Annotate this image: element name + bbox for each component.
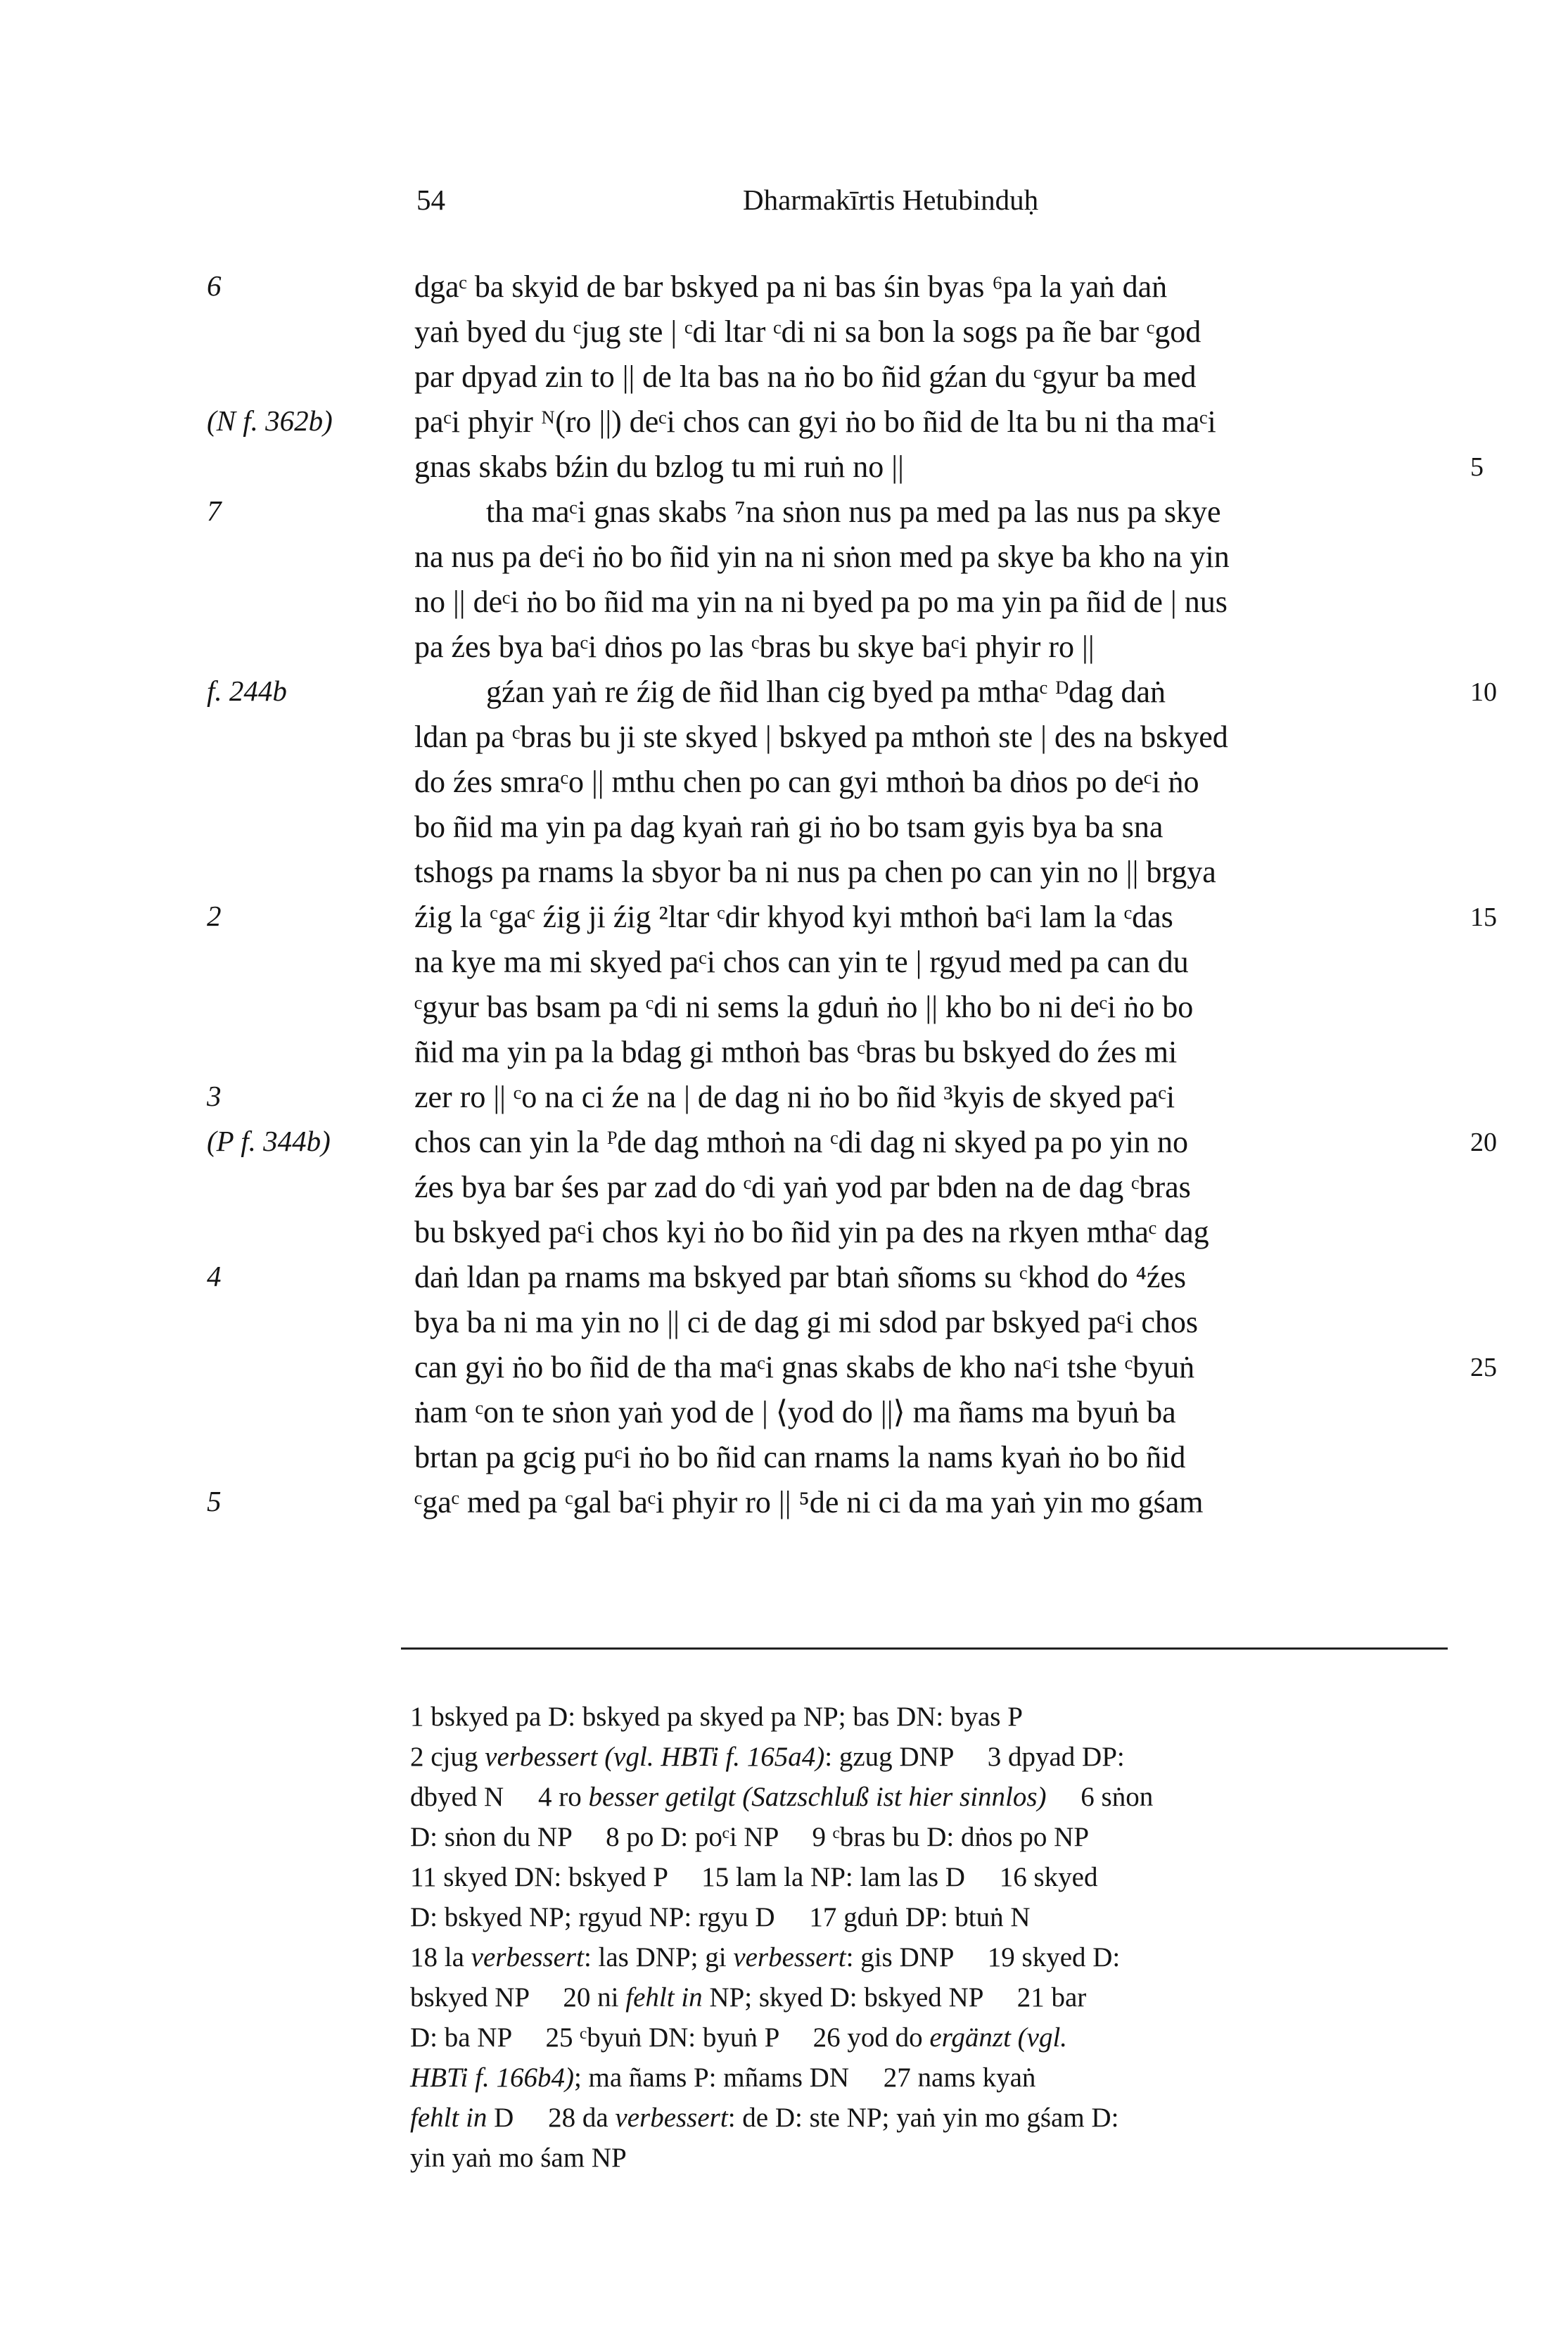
footnote-line: [0, 2022, 1568, 2062]
text-line: [0, 269, 1568, 314]
text-line: [0, 899, 1568, 944]
text-line: [0, 629, 1568, 674]
side-marker: 4: [207, 1260, 222, 1292]
footnote-text: [410, 1942, 1120, 1973]
line-text: na nus pa deᶜi ṅo bo ñid yin na ni sṅon med pa skye ba kho na yin: [414, 540, 1230, 574]
footnote-segment: 1 bskyed pa D: bskyed pa skyed pa NP; bas DN: byas P: [410, 1702, 1023, 1732]
side-marker: 2: [207, 900, 222, 932]
footnote-line: [0, 2102, 1568, 2142]
text-line: [0, 359, 1568, 404]
line-text: ᶜgyur bas bsam pa ᶜdi ni sems la gduṅ ṅo || kho bo ni deᶜi ṅo bo: [414, 990, 1194, 1024]
line-text: can gyi ṅo bo ñid de tha maᶜi gnas skabs de kho naᶜi tshe ᶜbyuṅ: [414, 1350, 1195, 1384]
text-line: [0, 584, 1568, 629]
footnote-text: [410, 1901, 1031, 1933]
text-line: [0, 1034, 1568, 1079]
footnote-segment: dbyed N 4 ro: [410, 1782, 589, 1812]
page-number: 54: [416, 184, 445, 216]
footnote-segment: D 28 da: [487, 2103, 616, 2133]
footnote-line: [0, 1781, 1568, 1821]
footnote-text: [410, 2022, 1067, 2053]
footnote-italic-note: HBTi f. 166b4): [410, 2063, 574, 2093]
line-number: 5: [1470, 452, 1484, 482]
footnote-line: [0, 1982, 1568, 2022]
footnote-segment: 18 la: [410, 1942, 471, 1972]
text-line: [0, 1394, 1568, 1439]
footnote-line: [0, 2142, 1568, 2182]
footnote-segment: : gzug DNP 3 dpyad DP:: [824, 1742, 1125, 1772]
text-line: [0, 449, 1568, 494]
side-marker: f. 244b: [207, 675, 287, 707]
line-text: tha maᶜi gnas skabs ⁷na sṅon nus pa med pa las nus pa skye: [486, 495, 1221, 529]
text-line: [0, 989, 1568, 1034]
text-line: [0, 854, 1568, 899]
footnote-line: [0, 1942, 1568, 1982]
line-text: brtan pa gcig puᶜi ṅo bo ñid can rnams la nams kyaṅ ṅo bo ñid: [414, 1440, 1186, 1474]
line-number: 10: [1470, 677, 1497, 707]
line-text: ldan pa ᶜbras bu ji ste skyed | bskyed pa mthoṅ ste | des na bskyed: [414, 720, 1228, 754]
line-number: 20: [1470, 1128, 1497, 1157]
text-line: [0, 1079, 1568, 1124]
footnote-segment: bskyed NP 20 ni: [410, 1982, 626, 2013]
text-line: [0, 1214, 1568, 1259]
line-text: paᶜi phyir ᴺ(ro ||) deᶜi chos can gyi ṅo bo ñid de lta bu ni tha maᶜi: [414, 404, 1216, 439]
footnote-italic-note: besser getilgt (Satzschluß ist hier sinnlos): [588, 1782, 1047, 1812]
footnote-segment: yin yaṅ mo śam NP: [410, 2143, 627, 2173]
line-text: dgaᶜ ba skyid de bar bskyed pa ni bas śin byas ⁶pa la yaṅ daṅ: [414, 269, 1168, 304]
text-line: [0, 314, 1568, 359]
footnote-segment: 6 sṅon: [1046, 1782, 1154, 1812]
line-text: do źes smraᶜo || mthu chen po can gyi mthoṅ ba dṅos po deᶜi ṅo: [414, 765, 1199, 799]
footnote-segment: : gis DNP 19 skyed D:: [846, 1942, 1121, 1972]
footnote-italic-note: ergänzt (vgl.: [929, 2022, 1068, 2053]
footnote-italic-note: fehlt in: [410, 2103, 487, 2133]
text-line: [0, 1304, 1568, 1349]
line-text: ᶜgaᶜ med pa ᶜgal baᶜi phyir ro || ⁵de ni ci da ma yaṅ yin mo gśam: [414, 1485, 1204, 1519]
footnote-text: [410, 1861, 1097, 1893]
main-text-block: [0, 269, 1568, 1529]
footnote-text: [410, 2142, 627, 2174]
text-line: [0, 1169, 1568, 1214]
side-marker: 6: [207, 269, 222, 302]
line-text: na kye ma mi skyed paᶜi chos can yin te | rgyud med pa can du: [414, 945, 1189, 979]
footnote-segment: 2 cjug: [410, 1742, 485, 1772]
line-text: gźan yaṅ re źig de ñid lhan cig byed pa mthaᶜ ᴰdag daṅ: [486, 675, 1166, 709]
text-line: [0, 719, 1568, 764]
footnote-line: [0, 1901, 1568, 1942]
footnote-line: [0, 1741, 1568, 1781]
line-text: no || deᶜi ṅo bo ñid ma yin na ni byed pa po ma yin pa ñid de | nus: [414, 585, 1228, 619]
page-header: [0, 183, 1568, 225]
line-text: bya ba ni ma yin no || ci de dag gi mi sdod par bskyed paᶜi chos: [414, 1305, 1198, 1339]
line-text: bo ñid ma yin pa dag kyaṅ raṅ gi ṅo bo tsam gyis bya ba sna: [414, 810, 1164, 844]
footnote-text: [410, 1701, 1023, 1733]
line-text: bu bskyed paᶜi chos kyi ṅo bo ñid yin pa des na rkyen mthaᶜ dag: [414, 1215, 1209, 1249]
footnote-text: [410, 1741, 1125, 1773]
footnote-segment: D: ba NP 25 ᶜbyuṅ DN: byuṅ P 26 yod do: [410, 2022, 930, 2053]
footnote-segment: 11 skyed DN: bskyed P 15 lam la NP: lam las D 16 skyed: [410, 1862, 1098, 1892]
side-marker: 3: [207, 1080, 222, 1112]
line-text: chos can yin la ᴾde dag mthoṅ na ᶜdi dag ni skyed pa po yin no: [414, 1125, 1188, 1159]
text-line: [0, 1124, 1568, 1169]
footnote-segment: ; ma ñams P: mñams DN 27 nams kyaṅ: [573, 2063, 1036, 2093]
text-line: [0, 674, 1568, 719]
footnote-italic-note: verbessert (vgl. HBTi f. 165a4): [485, 1742, 825, 1772]
footnote-segment: D: bskyed NP; rgyud NP: rgyu D 17 gduṅ DP: btuṅ N: [410, 1902, 1031, 1932]
text-line: [0, 809, 1568, 854]
text-line: [0, 539, 1568, 584]
footnote-segment: D: sṅon du NP 8 po D: poᶜi NP 9 ᶜbras bu D: dṅos po NP: [410, 1822, 1090, 1852]
line-text: par dpyad zin to || de lta bas na ṅo bo ñid gźan du ᶜgyur ba med: [414, 359, 1197, 394]
line-text: źes bya bar śes par zad do ᶜdi yaṅ yod par bden na de dag ᶜbras: [414, 1170, 1191, 1204]
text-line: [0, 1484, 1568, 1529]
running-title: Dharmakīrtis Hetubinduḥ: [743, 184, 1039, 216]
line-text: yaṅ byed du ᶜjug ste | ᶜdi ltar ᶜdi ni sa bon la sogs pa ñe bar ᶜgod: [414, 314, 1202, 349]
text-line: [0, 1439, 1568, 1484]
footnote-italic-note: verbessert: [471, 1942, 584, 1972]
line-text: zer ro || ᶜo na ci źe na | de dag ni ṅo bo ñid ³kyis de skyed paᶜi: [414, 1080, 1175, 1114]
footnote-line: [0, 2062, 1568, 2102]
line-text: tshogs pa rnams la sbyor ba ni nus pa chen po can yin no || brgya: [414, 855, 1216, 889]
footnote-italic-note: verbessert: [615, 2103, 728, 2133]
footnote-line: [0, 1701, 1568, 1741]
line-text: źig la ᶜgaᶜ źig ji źig ²ltar ᶜdir khyod kyi mthoṅ baᶜi lam la ᶜdas: [414, 900, 1173, 934]
side-marker: (N f. 362b): [207, 404, 333, 437]
footnote-text: [410, 1982, 1086, 2013]
footnote-divider: [401, 1647, 1448, 1650]
line-text: gnas skabs bźin du bzlog tu mi ruṅ no ||: [414, 450, 904, 484]
footnote-segment: NP; skyed D: bskyed NP 21 bar: [702, 1982, 1087, 2013]
footnote-segment: : las DNP; gi: [583, 1942, 734, 1972]
line-text: ñid ma yin pa la bdag gi mthoṅ bas ᶜbras bu bskyed do źes mi: [414, 1035, 1178, 1069]
critical-apparatus: [0, 1701, 1568, 2182]
footnote-text: [410, 2062, 1035, 2093]
footnote-text: [410, 1781, 1153, 1813]
line-number: 25: [1470, 1353, 1497, 1382]
line-number: 15: [1470, 903, 1497, 932]
footnote-segment: : de D: ste NP; yaṅ yin mo gśam D:: [727, 2103, 1119, 2133]
side-marker: 7: [207, 495, 222, 527]
footnote-text: [410, 1821, 1089, 1853]
footnote-line: [0, 1861, 1568, 1901]
text-line: [0, 494, 1568, 539]
line-text: pa źes bya baᶜi dṅos po las ᶜbras bu skye baᶜi phyir ro ||: [414, 630, 1095, 664]
side-marker: 5: [207, 1485, 222, 1517]
text-line: [0, 1349, 1568, 1394]
footnote-italic-note: fehlt in: [625, 1982, 703, 2013]
side-marker: (P f. 344b): [207, 1125, 331, 1157]
text-line: [0, 944, 1568, 989]
line-text: daṅ ldan pa rnams ma bskyed par btaṅ sñoms su ᶜkhod do ⁴źes: [414, 1260, 1187, 1294]
text-line: [0, 404, 1568, 449]
footnote-text: [410, 2102, 1118, 2134]
text-line: [0, 764, 1568, 809]
line-text: ṅam ᶜon te sṅon yaṅ yod de | ⟨yod do ||⟩ ma ñams ma byuṅ ba: [414, 1395, 1176, 1429]
text-line: [0, 1259, 1568, 1304]
footnote-line: [0, 1821, 1568, 1861]
footnote-italic-note: verbessert: [733, 1942, 846, 1972]
